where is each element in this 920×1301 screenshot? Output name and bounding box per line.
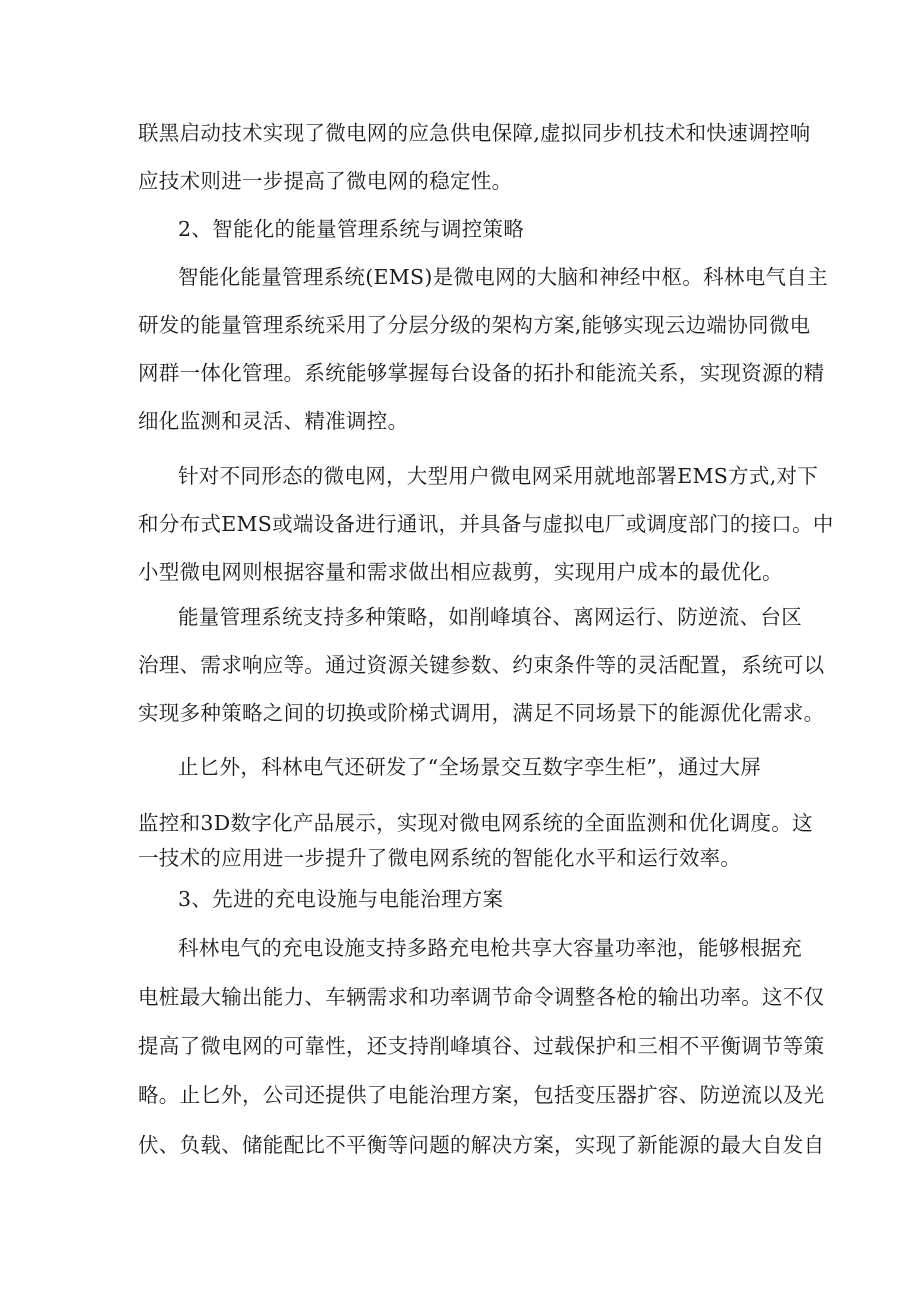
- section-heading-3: 3、先进的充电设施与电能治理方案: [178, 887, 504, 911]
- text-line-19: 电桩最大输出能力、车辆需求和功率调节命令调整各枪的输出功率。这不仅: [138, 985, 825, 1009]
- text-line-15: 监控和3D数字化产品展示，实现对微电网系统的全面监测和优化调度。这: [138, 811, 813, 835]
- text-line-12: 治理、需求响应等。通过资源关键参数、约束条件等的灵活配置，系统可以: [138, 653, 825, 677]
- text-line-8: 针对不同形态的微电网，大型用户微电网采用就地部署EMS方式,对下: [178, 464, 819, 488]
- text-line-20: 提高了微电网的可靠性，还支持削峰填谷、过载保护和三相不平衡调节等策: [138, 1034, 825, 1058]
- text-line-6: 网群一体化管理。系统能够掌握每台设备的拓扑和能流关系，实现资源的精: [138, 361, 825, 385]
- section-heading-2: 2、智能化的能量管理系统与调控策略: [178, 217, 525, 241]
- text-line-18: 科林电气的充电设施支持多路充电枪共享大容量功率池，能够根据充: [178, 936, 802, 960]
- text-line-21: 略。止匕外，公司还提供了电能治理方案，包括变压器扩容、防逆流以及光: [138, 1083, 825, 1107]
- text-line-1: 联黑启动技术实现了微电网的应急供电保障,虚拟同步机技术和快速调控响: [138, 121, 811, 145]
- text-line-4: 智能化能量管理系统(EMS)是微电网的大脑和神经中枢。科林电气自主: [178, 265, 828, 289]
- text-line-14: 止匕外，科林电气还研发了“全场景交互数字孪生柜”，通过大屏: [178, 755, 762, 779]
- text-line-9: 和分布式EMS或端设备进行通讯，并具备与虚拟电厂或调度部门的接口。中: [138, 512, 834, 536]
- text-line-7: 细化监测和灵活、精准调控。: [138, 409, 409, 433]
- text-line-10: 小型微电网则根据容量和需求做出相应裁剪，实现用户成本的最优化。: [138, 560, 783, 584]
- text-line-13: 实现多种策略之间的切换或阶梯式调用，满足不同场景下的能源优化需求。: [138, 701, 825, 725]
- text-line-2: 应技术则进一步提高了微电网的稳定性。: [138, 169, 513, 193]
- text-line-5: 研发的能量管理系统采用了分层分级的架构方案,能够实现云边端协同微电: [138, 313, 811, 337]
- text-line-16: 一技术的应用进一步提升了微电网系统的智能化水平和运行效率。: [138, 846, 742, 870]
- text-line-11: 能量管理系统支持多种策略，如削峰填谷、离网运行、防逆流、台区: [178, 605, 802, 629]
- text-line-22: 伏、负载、储能配比不平衡等问题的解决方案，实现了新能源的最大自发自: [138, 1133, 825, 1157]
